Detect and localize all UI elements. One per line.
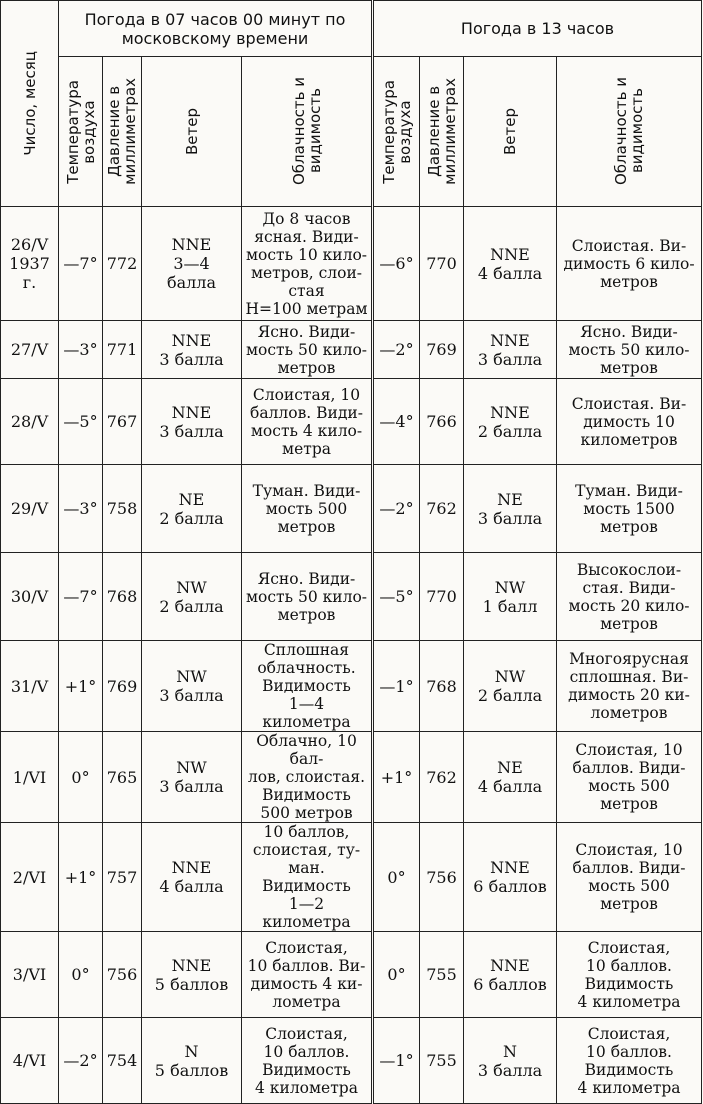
cell-pressure-afternoon: 762 [420, 732, 464, 823]
cell-wind-afternoon: NNE 3 балла [464, 321, 557, 379]
table-row [1, 553, 702, 641]
cell-pressure-morning: 772 [103, 207, 142, 321]
cell-temp-afternoon: —5° [373, 553, 420, 641]
cell-date: 29/V [1, 465, 59, 553]
cell-date: 31/V [1, 641, 59, 732]
cell-wind-afternoon: NNE 2 балла [464, 379, 557, 465]
cell-wind-morning: NW 3 балла [142, 732, 242, 823]
cell-cloud-morning: Сплошная облачность. Видимость 1—4 километра [242, 641, 373, 732]
cell-wind-morning: NW 2 балла [142, 553, 242, 641]
table-row [1, 932, 702, 1018]
cell-cloud-afternoon: Слоистая. Ви- димость 10 километров [557, 379, 702, 465]
cell-cloud-morning: Слоистая, 10 баллов. Ви- димость 4 ки- лометра [242, 932, 373, 1018]
table-row [1, 465, 702, 553]
cell-cloud-afternoon: Туман. Види- мость 1500 метров [557, 465, 702, 553]
cell-wind-afternoon: NE 4 балла [464, 732, 557, 823]
cell-temp-morning: —7° [59, 207, 103, 321]
header-morning-group: Погода в 07 часов 00 минут по московскому времени [59, 1, 373, 57]
table-row [1, 823, 702, 932]
header-cloud-afternoon: Облачность и видимость [557, 57, 702, 207]
cell-pressure-afternoon: 755 [420, 1018, 464, 1104]
cell-cloud-afternoon: Слоистая, 10 баллов. Видимость 4 километра [557, 1018, 702, 1104]
cell-wind-afternoon: NE 3 балла [464, 465, 557, 553]
cell-wind-morning: N 5 баллов [142, 1018, 242, 1104]
cell-cloud-morning: Слоистая, 10 баллов. Види- мость 4 кило- метра [242, 379, 373, 465]
cell-temp-afternoon: 0° [373, 932, 420, 1018]
cell-temp-morning: +1° [59, 823, 103, 932]
cell-pressure-morning: 768 [103, 553, 142, 641]
cell-pressure-afternoon: 769 [420, 321, 464, 379]
cell-wind-afternoon: NNE 6 баллов [464, 932, 557, 1018]
cell-pressure-morning: 756 [103, 932, 142, 1018]
cell-wind-afternoon: NW 1 балл [464, 553, 557, 641]
cell-wind-morning: NNE 4 балла [142, 823, 242, 932]
cell-date: 27/V [1, 321, 59, 379]
cell-temp-afternoon: +1° [373, 732, 420, 823]
cell-wind-afternoon: N 3 балла [464, 1018, 557, 1104]
header-temp-afternoon: Температура воздуха [373, 57, 420, 207]
cell-date: 30/V [1, 553, 59, 641]
table-row [1, 641, 702, 732]
table-row [1, 207, 702, 321]
cell-temp-afternoon: —6° [373, 207, 420, 321]
header-cloud-morning: Облачность и видимость [242, 57, 373, 207]
header-pressure-afternoon: Давление в миллиметрах [420, 57, 464, 207]
cell-wind-morning: NE 2 балла [142, 465, 242, 553]
cell-pressure-afternoon: 756 [420, 823, 464, 932]
cell-pressure-morning: 771 [103, 321, 142, 379]
cell-wind-afternoon: NW 2 балла [464, 641, 557, 732]
cell-temp-morning: —3° [59, 321, 103, 379]
header-pressure-morning: Давление в миллиметрах [103, 57, 142, 207]
cell-temp-afternoon: —1° [373, 1018, 420, 1104]
cell-temp-morning: —7° [59, 553, 103, 641]
cell-cloud-morning: 10 баллов, слоистая, ту- ман. Видимость 1—2 километра [242, 823, 373, 932]
cell-wind-morning: NNE 5 баллов [142, 932, 242, 1018]
cell-temp-morning: 0° [59, 932, 103, 1018]
cell-cloud-afternoon: Слоистая. Ви- димость 6 кило- метров [557, 207, 702, 321]
header-date: Число, месяц [1, 1, 59, 207]
cell-cloud-afternoon: Слоистая, 10 баллов. Види- мость 500 метров [557, 732, 702, 823]
cell-pressure-morning: 769 [103, 641, 142, 732]
cell-cloud-afternoon: Ясно. Види- мость 50 кило- метров [557, 321, 702, 379]
cell-date: 3/VI [1, 932, 59, 1018]
table-row [1, 379, 702, 465]
cell-temp-morning: 0° [59, 732, 103, 823]
cell-wind-morning: NNE 3 балла [142, 379, 242, 465]
cell-cloud-morning: До 8 часов ясная. Види- мость 10 кило- метров, слои- стая Н=100 метрам [242, 207, 373, 321]
cell-wind-afternoon: NNE 4 балла [464, 207, 557, 321]
cell-temp-morning: +1° [59, 641, 103, 732]
header-temp-morning: Температура воздуха [59, 57, 103, 207]
table-row [1, 732, 702, 823]
cell-pressure-morning: 758 [103, 465, 142, 553]
cell-wind-morning: NW 3 балла [142, 641, 242, 732]
cell-date: 2/VI [1, 823, 59, 932]
cell-cloud-morning: Ясно. Види- мость 50 кило- метров [242, 321, 373, 379]
cell-cloud-afternoon: Высокослои- стая. Види- мость 20 кило- метров [557, 553, 702, 641]
cell-wind-morning: NNE 3 балла [142, 321, 242, 379]
cell-pressure-afternoon: 770 [420, 207, 464, 321]
cell-temp-afternoon: —1° [373, 641, 420, 732]
cell-pressure-morning: 754 [103, 1018, 142, 1104]
cell-wind-morning: NNE 3—4 балла [142, 207, 242, 321]
cell-temp-afternoon: 0° [373, 823, 420, 932]
cell-pressure-morning: 757 [103, 823, 142, 932]
cell-temp-morning: —2° [59, 1018, 103, 1104]
cell-pressure-afternoon: 768 [420, 641, 464, 732]
cell-temp-afternoon: —2° [373, 321, 420, 379]
cell-pressure-afternoon: 762 [420, 465, 464, 553]
cell-date: 1/VI [1, 732, 59, 823]
cell-temp-afternoon: —2° [373, 465, 420, 553]
table-row [1, 1018, 702, 1104]
cell-temp-morning: —5° [59, 379, 103, 465]
cell-temp-afternoon: —4° [373, 379, 420, 465]
cell-date: 4/VI [1, 1018, 59, 1104]
cell-date: 26/V 1937 г. [1, 207, 59, 321]
cell-pressure-afternoon: 755 [420, 932, 464, 1018]
cell-wind-afternoon: NNE 6 баллов [464, 823, 557, 932]
cell-date: 28/V [1, 379, 59, 465]
cell-pressure-afternoon: 770 [420, 553, 464, 641]
table-row [1, 321, 702, 379]
cell-cloud-afternoon: Слоистая, 10 баллов. Види- мость 500 метров [557, 823, 702, 932]
cell-cloud-afternoon: Слоистая, 10 баллов. Видимость 4 километра [557, 932, 702, 1018]
cell-cloud-morning: Ясно. Види- мость 50 кило- метров [242, 553, 373, 641]
header-wind-afternoon: Ветер [464, 57, 557, 207]
header-afternoon-group: Погода в 13 часов [373, 1, 702, 57]
cell-cloud-morning: Слоистая, 10 баллов. Видимость 4 километра [242, 1018, 373, 1104]
cell-pressure-morning: 767 [103, 379, 142, 465]
cell-cloud-afternoon: Многоярусная сплошная. Ви- димость 20 ки- лометров [557, 641, 702, 732]
cell-cloud-morning: Туман. Види- мость 500 метров [242, 465, 373, 553]
cell-cloud-morning: Облачно, 10 бал- лов, слоистая. Видимость 500 метров [242, 732, 373, 823]
cell-pressure-morning: 765 [103, 732, 142, 823]
header-wind-morning: Ветер [142, 57, 242, 207]
cell-pressure-afternoon: 766 [420, 379, 464, 465]
cell-temp-morning: —3° [59, 465, 103, 553]
